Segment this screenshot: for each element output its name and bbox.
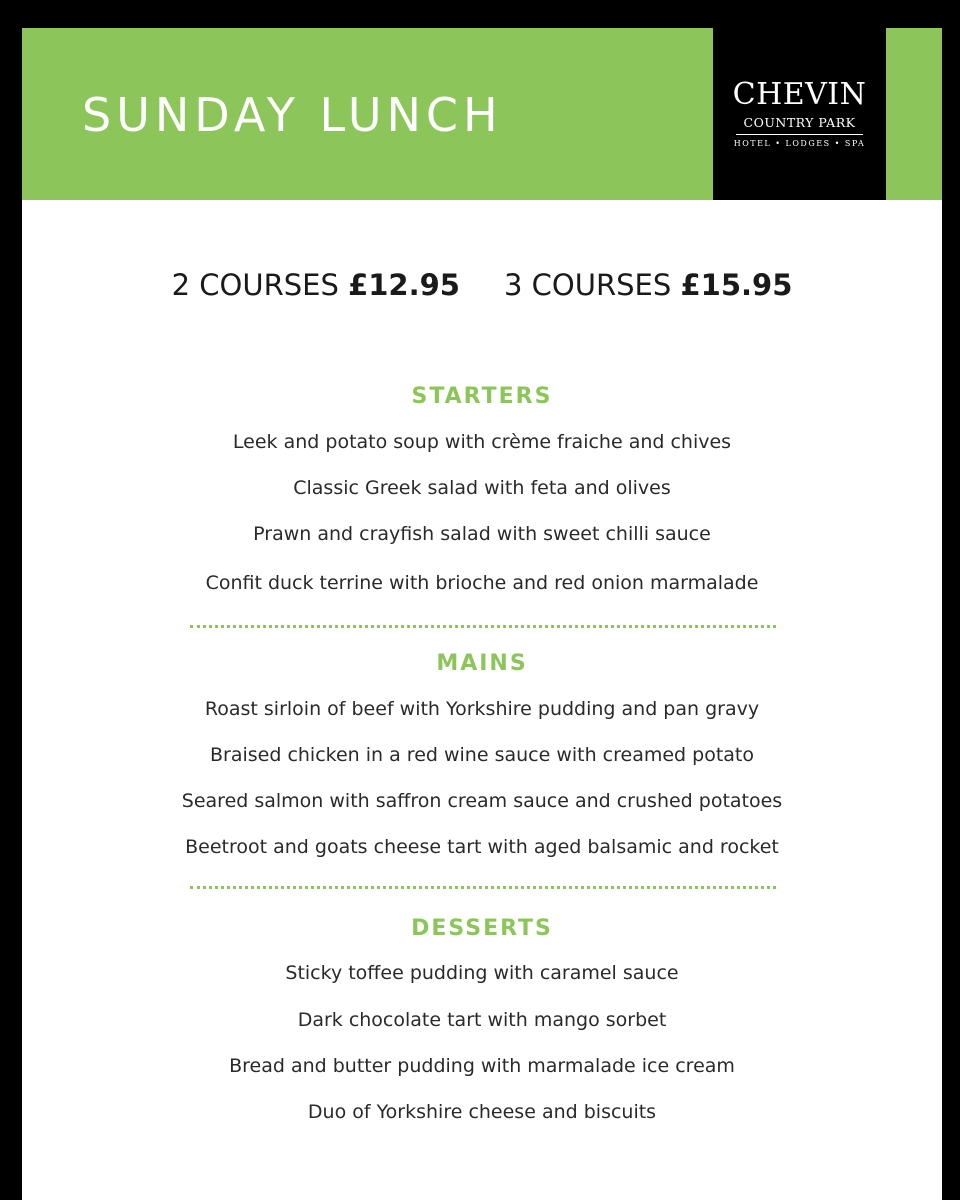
desserts-item: Dark chocolate tart with mango sorbet	[297, 1009, 667, 1031]
two-course-price: £12.95	[348, 268, 460, 302]
three-course-price: £15.95	[680, 268, 793, 302]
desserts-item: Sticky toffee pudding with caramel sauce	[285, 962, 679, 984]
mains-item: Braised chicken in a red wine sauce with creamed potato	[209, 744, 754, 766]
mains-item: Seared salmon with saffron cream sauce and crushed potatoes	[181, 790, 783, 812]
logo-name: CHEVIN	[732, 77, 867, 112]
starters-item: Classic Greek salad with feta and olives	[293, 477, 671, 499]
logo	[713, 28, 886, 200]
mains-item: Beetroot and goats cheese tart with aged balsamic and rocket	[185, 836, 779, 858]
three-course-label: 3 COURSES	[504, 268, 672, 302]
section-divider	[190, 886, 776, 889]
desserts-item: Duo of Yorkshire cheese and biscuits	[307, 1101, 657, 1123]
mains-item: Roast sirloin of beef with Yorkshire pudding and pan gravy	[204, 698, 760, 720]
two-course-label: 2 COURSES	[171, 268, 339, 302]
mains-heading: MAINS	[436, 651, 528, 676]
starters-heading: STARTERS	[411, 384, 553, 409]
desserts-heading: DESSERTS	[411, 916, 553, 941]
menu-page	[22, 28, 942, 1200]
section-divider	[190, 625, 776, 628]
logo-tagline: HOTEL • LODGES • SPA	[733, 139, 866, 148]
starters-item: Prawn and crayfish salad with sweet chilli sauce	[253, 523, 711, 545]
logo-divider	[736, 134, 863, 135]
logo-subtitle: COUNTRY PARK	[743, 115, 856, 130]
course-prices	[22, 268, 942, 302]
page-title: SUNDAY LUNCH	[82, 88, 503, 142]
three-course-price-group	[504, 268, 793, 302]
header-banner	[22, 28, 942, 200]
starters-item: Leek and potato soup with crème fraiche and chives	[232, 431, 732, 453]
two-course-price-group	[171, 268, 460, 302]
desserts-item: Bread and butter pudding with marmalade ice cream	[229, 1055, 735, 1077]
starters-item: Confit duck terrine with brioche and red onion marmalade	[205, 572, 759, 594]
